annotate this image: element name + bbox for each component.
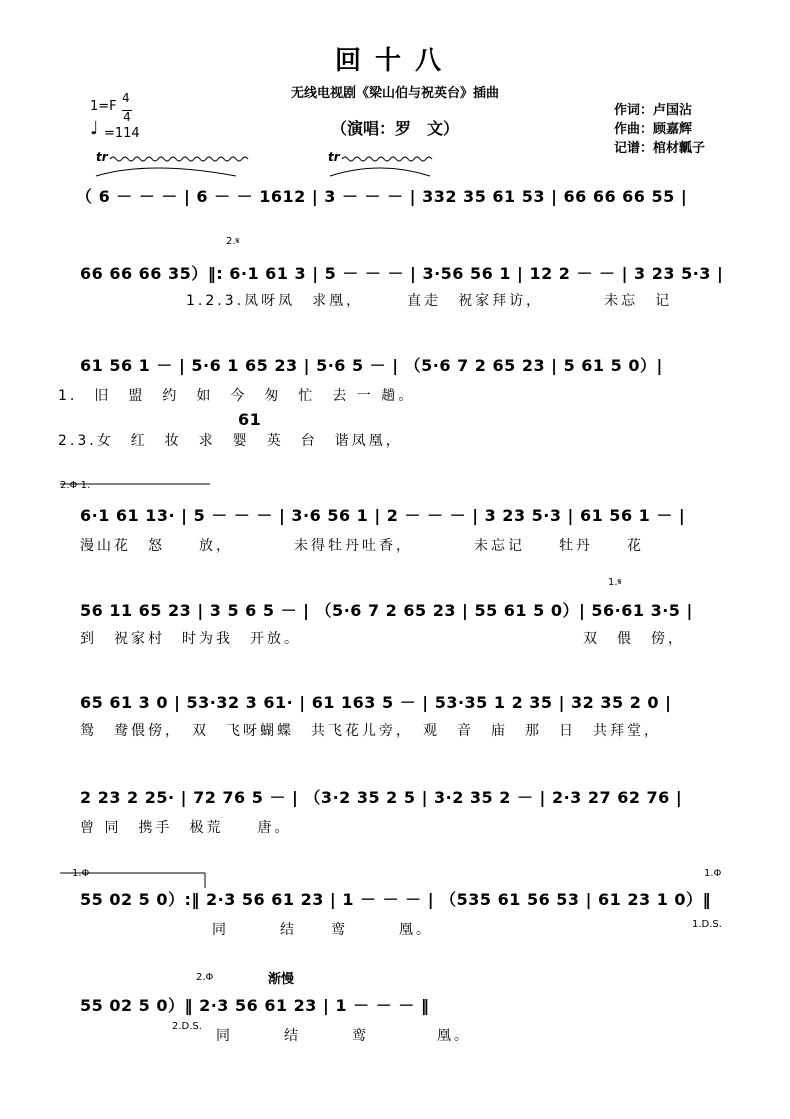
notation-row-1: （ 6 － － － | 6 － － 1612 | 3 － － － | 332 35 61 53 | 66 66 66 55 | — [76, 187, 688, 206]
credit-lyricist: 作词：卢国沾 — [614, 103, 693, 118]
lyric-row-7: 曾 同 携手 极荒 唐。 — [80, 820, 292, 836]
alternate-notes: 61 — [238, 410, 262, 429]
lyric-row-2: 1.2.3.凤呀凤 求凰， 直走 祝家拜访， 未忘 记 — [186, 293, 673, 309]
segno-mark: 1.𝄋 — [608, 577, 622, 588]
segno-mark: 2.𝄋 — [226, 236, 240, 247]
trill-mark: tr — [96, 150, 108, 164]
coda-mark: 1.Φ — [704, 868, 722, 879]
ritardando-mark: 渐慢 — [268, 972, 295, 987]
credit-composer: 作曲：顾嘉辉 — [614, 122, 693, 137]
notation-row-8: 55 02 5 0）:‖ 2·3 56 61 23 | 1 － － － | （535 61 56 53 | 61 23 1 0）‖ — [80, 890, 712, 909]
coda-mark: 2.Φ — [196, 972, 214, 983]
notation-row-4: 6·1 61 13· | 5 － － － | 3·6 56 1 | 2 － － － | 3 23 5·3 | 61 56 1 － | — [80, 506, 686, 525]
notation-row-3: 61 56 1 － | 5·6 1 65 23 | 5·6 5 － | （5·6 7 2 65 23 | 5 61 5 0）| — [80, 356, 663, 375]
song-subtitle: 无线电视剧《梁山伯与祝英台》插曲 — [290, 86, 499, 101]
credit-transcriber: 记谱：棺材瓤子 — [614, 141, 706, 156]
dal-segno-mark: 1.D.S. — [692, 919, 722, 930]
notation-row-2: 66 66 66 35）‖: 6·1 61 3 | 5 － － － | 3·56 56 1 | 12 2 － － | 3 23 5·3 | — [80, 264, 724, 283]
coda-mark: 2.Φ 1. — [60, 480, 91, 491]
lyric-row-8: 同 结 鸾 凰。 — [212, 922, 433, 938]
quarter-note-icon: ♩ — [90, 118, 99, 139]
dal-segno-mark: 2.D.S. — [172, 1021, 202, 1032]
lyric-row-4: 漫山花 怒 放， 未得牡丹吐香， 未忘记 牡丹 花 — [80, 538, 644, 554]
lyric-row-9: 同 结 鸾 凰。 — [216, 1028, 471, 1044]
lyric-row-3-verse1: 1. 旧 盟 约 如 今 匆 忙 去 一 趟。 — [58, 388, 416, 404]
notation-row-7: 2 23 2 25· | 72 76 5 － | （3·2 35 2 5 | 3·2 35 2 － | 2·3 27 62 76 | — [80, 788, 683, 807]
performer: （演唱：罗 文） — [330, 119, 459, 138]
notation-row-9: 55 02 5 0）‖ 2·3 56 61 23 | 1 － － － ‖ — [80, 996, 430, 1015]
notation-row-6: 65 61 3 0 | 53·32 3 61· | 61 163 5 － | 53·35 1 2 35 | 32 35 2 0 | — [80, 693, 672, 712]
notation-row-5: 56 11 65 23 | 3 5 6 5 － | （5·6 7 2 65 23 | 55 61 5 0）| 56·61 3·5 | — [80, 601, 693, 620]
trill-mark: tr — [328, 150, 340, 164]
song-title: 回十八 — [334, 46, 455, 76]
coda-mark: 1.Φ — [72, 868, 90, 879]
tempo: =114 — [104, 126, 140, 141]
lyric-row-6: 鸳 鸯偎傍， 双 飞呀蝴蝶 共飞花儿旁， 观 音 庙 那 日 共拜堂， — [80, 723, 661, 739]
lyric-row-3-verse23: 2.3.女 红 妆 求 婴 英 台 谐凤凰， — [58, 433, 403, 449]
time-signature-denominator: 4 — [123, 110, 131, 124]
key-signature: 1=F — [90, 99, 117, 114]
lyric-row-5: 到 祝家村 时为我 开放。 双 偎 傍， — [80, 631, 685, 647]
time-signature-numerator: 4 — [122, 91, 130, 105]
